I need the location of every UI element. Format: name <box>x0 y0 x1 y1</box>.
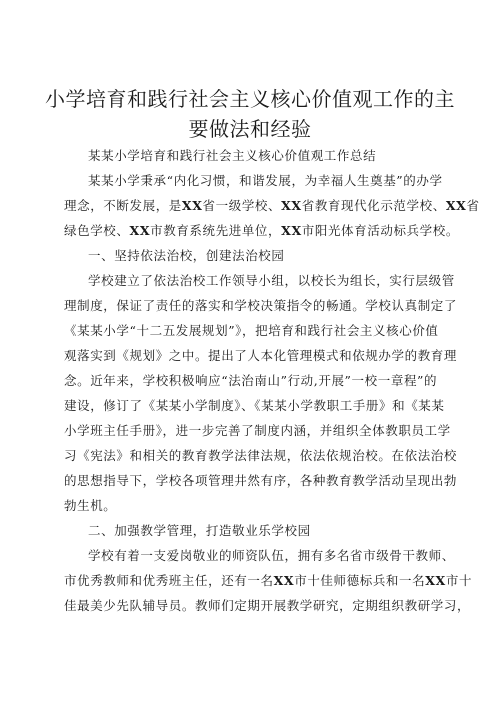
section-heading-2: 二、加强教学管理，打造敬业乐学校园 <box>88 523 311 538</box>
paragraph-line: 理制度，保证了责任的落实和学校决策指令的畅通。学校认真制定了 <box>64 298 458 313</box>
document-subtitle: 某某小学培育和践行社会主义核心价值观工作总结 <box>88 148 377 163</box>
paragraph-line: 念。近年来，学校积极响应“法治南山”行动,开展”一校一章程”的 <box>64 373 438 388</box>
paragraph-line: 《某某小学“十二五发展规划”》，把培育和践行社会主义核心价值 <box>64 323 439 338</box>
paragraph-line: 小学班主任手册》，进一步完善了制度内涵，并组织全体教职员工学 <box>64 423 451 438</box>
paragraph-line: 学校有着一支爱岗敬业的师资队伍，拥有多名省市级骨干教师、 <box>88 548 455 563</box>
paragraph-line: 某某小学秉承“内化习惯，和谐发展，为幸福人生奠基”的办学 <box>88 173 443 188</box>
paragraph-line: 建设，修订了《某某小学制度》、《某某小学教职工手册》和《某某 <box>64 398 445 413</box>
paragraph-line: 学校建立了依法治校工作领导小组，以校长为组长，实行层级管 <box>88 273 455 288</box>
paragraph-line: 的思想指导下，学校各项管理井然有序，各种教育教学活动呈现出勃 <box>64 473 458 488</box>
paragraph-line: 佳最美少先队辅导员。教师们定期开展教学研究，定期组织教研学习， <box>64 598 471 613</box>
paragraph-line: 理念，不断发展，是XX省一级学校、XX省教育现代化示范学校、XX省 <box>64 198 480 213</box>
document-title-line-2: 要做法和经验 <box>188 117 312 141</box>
paragraph-line: 习《宪法》和相关的教育教学法律法规，依法依规治校。在依法治校 <box>64 448 458 463</box>
paragraph-line: 市优秀教师和优秀班主任，还有一名XX市十佳师德标兵和一名XX市十 <box>64 573 473 588</box>
paragraph-line: 观落实到《规划》之中。提出了人本化管理模式和依规办学的教育理 <box>64 348 458 363</box>
paragraph-line: 勃生机。 <box>64 498 117 513</box>
paragraph-line: 绿色学校、XX市教育系统先进单位，XX市阳光体育活动标兵学校。 <box>64 223 459 238</box>
section-heading-1: 一、坚持依法治校，创建法治校园 <box>88 248 285 263</box>
document-title-line-1: 小学培育和践行社会主义核心价值观工作的主 <box>45 87 455 111</box>
